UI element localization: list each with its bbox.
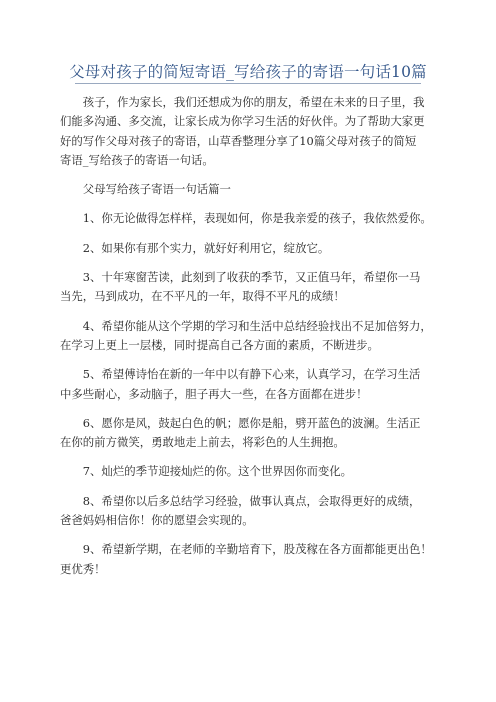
list-item — [60, 268, 440, 307]
list-item — [60, 540, 440, 579]
list-item — [60, 209, 440, 228]
list-item-line: 8、希望你以后多总结学习经验，做事认真点，会取得更好的成绩， — [82, 493, 421, 508]
intro-line: 好的写作父母对孩子的寄语，山草香整理分享了10篇父母对孩子的简短 — [60, 133, 417, 148]
list-item-line: 中多些耐心，多动脑子，胆子再大一些，在各方面都在进步！ — [60, 386, 368, 401]
list-item-line: 7、灿烂的季节迎接灿烂的你。这个世界因你而变化。 — [82, 464, 353, 479]
intro-line: 们能多沟通、多交流，让家长成为你学习生活的好伙伴。为了帮助大家更 — [60, 114, 425, 129]
list-item-line: 在你的前方微笑，勇敢地走上前去，将彩色的人生拥抱。 — [60, 435, 345, 450]
list-item-line: 爸爸妈妈相信你！你的愿望会实现的。 — [60, 513, 254, 528]
list-item — [60, 365, 440, 404]
document-body — [60, 93, 440, 579]
section-heading: 父母写给孩子寄语一句话篇一 — [82, 182, 231, 197]
intro-line: 孩子，作为家长，我们还想成为你的朋友，希望在未来的日子里，我 — [82, 95, 425, 109]
list-item — [60, 239, 440, 258]
list-item-line: 当先，马到成功，在不平凡的一年，取得不平凡的成绩！ — [60, 289, 345, 304]
list-item-line: 1、你无论做得怎样样，表现如何，你是我亲爱的孩子，我依然爱你。 — [82, 211, 432, 226]
list-item-line: 4、希望你能从这个学期的学习和生活中总结经验找出不足加倍努力， — [82, 318, 432, 333]
list-item-line: 3、十年寒窗苦读，此刻到了收获的季节，又正值马年，希望你一马 — [82, 270, 421, 285]
list-item — [60, 414, 440, 453]
list-item-line: 更优秀！ — [60, 561, 106, 576]
intro-paragraph — [60, 93, 440, 170]
list-item-line: 在学习上更上一层楼，同时提高自己各方面的素质，不断进步。 — [60, 337, 379, 352]
intro-line: 寄语_写给孩子的寄语一句话。 — [60, 152, 214, 167]
document-title: 父母对孩子的简短寄语_写给孩子的寄语一句话10篇 — [69, 63, 427, 81]
list-item-line: 9、希望新学期，在老师的辛勤培育下，股茂稼在各方面都能更出色！ — [82, 542, 432, 557]
list-item-line: 6、愿你是风，鼓起白色的帆；愿你是船，劈开蓝色的波澜。生活正 — [82, 415, 421, 430]
list-item — [60, 492, 440, 531]
list-item — [60, 462, 440, 481]
list-item — [60, 317, 440, 356]
title-underline — [75, 83, 421, 84]
list-item-line: 5、希望傅诗怡在新的一年中以有静下心来，认真学习，在学习生活 — [82, 367, 421, 382]
list-item-line: 2、如果你有那个实力，就好好利用它，绽放它。 — [82, 240, 330, 255]
